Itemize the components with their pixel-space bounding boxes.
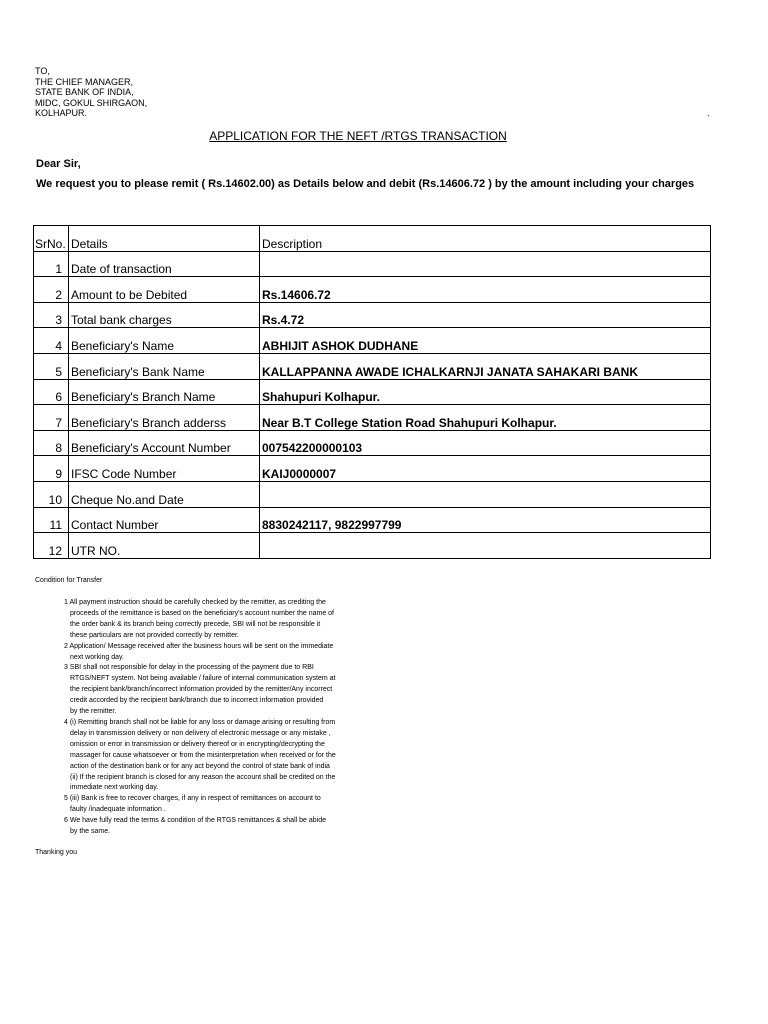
- row-number: 3: [34, 302, 69, 328]
- row-number: 1: [34, 251, 69, 277]
- table-row: [34, 430, 711, 456]
- table-row: [34, 328, 711, 354]
- condition-line: the order bank & its branch being correctly precede, SBI will not be responsible it: [70, 620, 321, 628]
- table-header-row: [34, 226, 711, 252]
- row-number: 5: [34, 353, 69, 379]
- condition-line: action of the destination bank or for any act beyond the control of state bank of india: [70, 762, 330, 770]
- row-number: 6: [34, 379, 69, 405]
- condition-line: omission or error in transmission or delivery thereof or in encrypting/decrypting the: [70, 740, 325, 748]
- condition-line: 2 Application/ Message received after the business hours will be sent on the immediate: [64, 642, 334, 650]
- table-row: [34, 251, 711, 277]
- row-description: 007542200000103: [260, 430, 711, 456]
- condition-line: these particulars are not provided correctly by remitter.: [70, 631, 239, 639]
- row-description: [260, 481, 711, 507]
- condition-line: RTGS/NEFT system. Not being available / failure of internal communication system at: [70, 675, 336, 683]
- row-number: 7: [34, 405, 69, 431]
- table-row: [34, 481, 711, 507]
- condition-line: the recipient bank/branch/incorrect information provided by the remitter/Any incorrect: [70, 686, 333, 694]
- condition-line: credit accorded by the recipient bank/branch due to incorrect information provided: [70, 697, 324, 705]
- row-number: 4: [34, 328, 69, 354]
- row-detail: Beneficiary's Name: [69, 328, 260, 354]
- stray-mark: `: [707, 114, 710, 124]
- row-detail: Date of transaction: [69, 251, 260, 277]
- document-title: APPLICATION FOR THE NEFT /RTGS TRANSACTION: [209, 129, 507, 143]
- row-description: [260, 533, 711, 559]
- row-detail: Contact Number: [69, 507, 260, 533]
- row-detail: Beneficiary's Account Number: [69, 430, 260, 456]
- address-line-2: STATE BANK OF INDIA,: [35, 87, 134, 98]
- row-description: KAIJ0000007: [260, 456, 711, 482]
- row-detail: Total bank charges: [69, 302, 260, 328]
- address-line-1: THE CHIEF MANAGER,: [35, 76, 134, 87]
- row-detail: Beneficiary's Bank Name: [69, 353, 260, 379]
- conditions-list: [64, 598, 336, 838]
- address-line-3: MIDC, GOKUL SHIRGAON,: [35, 97, 148, 108]
- condition-line: 3 SBI shall not responsible for delay in the processing of the payment due to RBI: [64, 664, 314, 672]
- row-number: 9: [34, 456, 69, 482]
- row-description: KALLAPPANNA AWADE ICHALKARNJI JANATA SAHAKARI BANK: [260, 353, 711, 379]
- row-description: Rs.14606.72: [260, 277, 711, 303]
- row-detail: IFSC Code Number: [69, 456, 260, 482]
- row-description: ABHIJIT ASHOK DUDHANE: [260, 328, 711, 354]
- row-detail: Beneficiary's Branch adderss: [69, 405, 260, 431]
- conditions-title: Condition for Transfer: [35, 577, 103, 584]
- row-number: 8: [34, 430, 69, 456]
- row-detail: Amount to be Debited: [69, 277, 260, 303]
- table-row: [34, 353, 711, 379]
- row-description: 8830242117, 9822997799: [260, 507, 711, 533]
- condition-line: 4 (i) Remitting branch shall not be liable for any loss or damage arising or resulting from: [64, 718, 336, 726]
- condition-line: 5 (iii) Bank is free to recover charges, if any in respect of remittances on account to: [64, 795, 321, 803]
- row-detail: UTR NO.: [69, 533, 260, 559]
- closing-text: Thanking you: [35, 849, 78, 856]
- table-row: [34, 379, 711, 405]
- address-line-4: KOLHAPUR.: [35, 108, 88, 119]
- condition-line: by the remitter.: [70, 708, 117, 716]
- table-row: [34, 456, 711, 482]
- table-row: [34, 405, 711, 431]
- row-detail: Cheque No.and Date: [69, 481, 260, 507]
- row-description: Rs.4.72: [260, 302, 711, 328]
- condition-line: faulty /inadequate information .: [70, 806, 166, 814]
- condition-line: delay in transmission delivery or non delivery of electronic message or any mistake ,: [70, 729, 331, 737]
- condition-line: by the same.: [70, 828, 111, 836]
- row-detail: Beneficiary's Branch Name: [69, 379, 260, 405]
- address-to: TO,: [35, 66, 50, 76]
- table-row: [34, 277, 711, 303]
- transaction-details-table: [33, 225, 711, 559]
- condition-line: (ii) If the recipient branch is closed for any reason the account shall be credited on the: [70, 773, 336, 781]
- table-row: [34, 302, 711, 328]
- table-row: [34, 533, 711, 559]
- row-number: 11: [34, 507, 69, 533]
- row-description: [260, 251, 711, 277]
- condition-line: next working day.: [70, 653, 124, 661]
- condition-line: massager for cause whatsoever or from the misinterpretation when received or for the: [70, 751, 336, 759]
- table-row: [34, 507, 711, 533]
- header-details: Details: [69, 226, 260, 252]
- recipient-address: [35, 66, 147, 119]
- header-srno: SrNo.: [34, 226, 69, 252]
- row-number: 10: [34, 481, 69, 507]
- request-text: We request you to please remit ( Rs.14602.00) as Details below and debit (Rs.14606.72 ) by the amount including your charges: [36, 178, 695, 190]
- row-description: Near B.T College Station Road Shahupuri Kolhapur.: [260, 405, 711, 431]
- row-number: 2: [34, 277, 69, 303]
- header-description: Description: [260, 226, 711, 252]
- row-description: Shahupuri Kolhapur.: [260, 379, 711, 405]
- condition-line: proceeds of the remittance is based on the beneficiary's account number the name of: [70, 609, 334, 617]
- condition-line: 1 All payment instruction should be carefully checked by the remitter, as crediting the: [64, 599, 326, 606]
- condition-line: immediate next working day.: [70, 784, 159, 792]
- condition-line: 6 We have fully read the terms & condition of the RTGS remittances & shall be abide: [64, 817, 326, 825]
- salutation: Dear Sir,: [36, 158, 81, 170]
- row-number: 12: [34, 533, 69, 559]
